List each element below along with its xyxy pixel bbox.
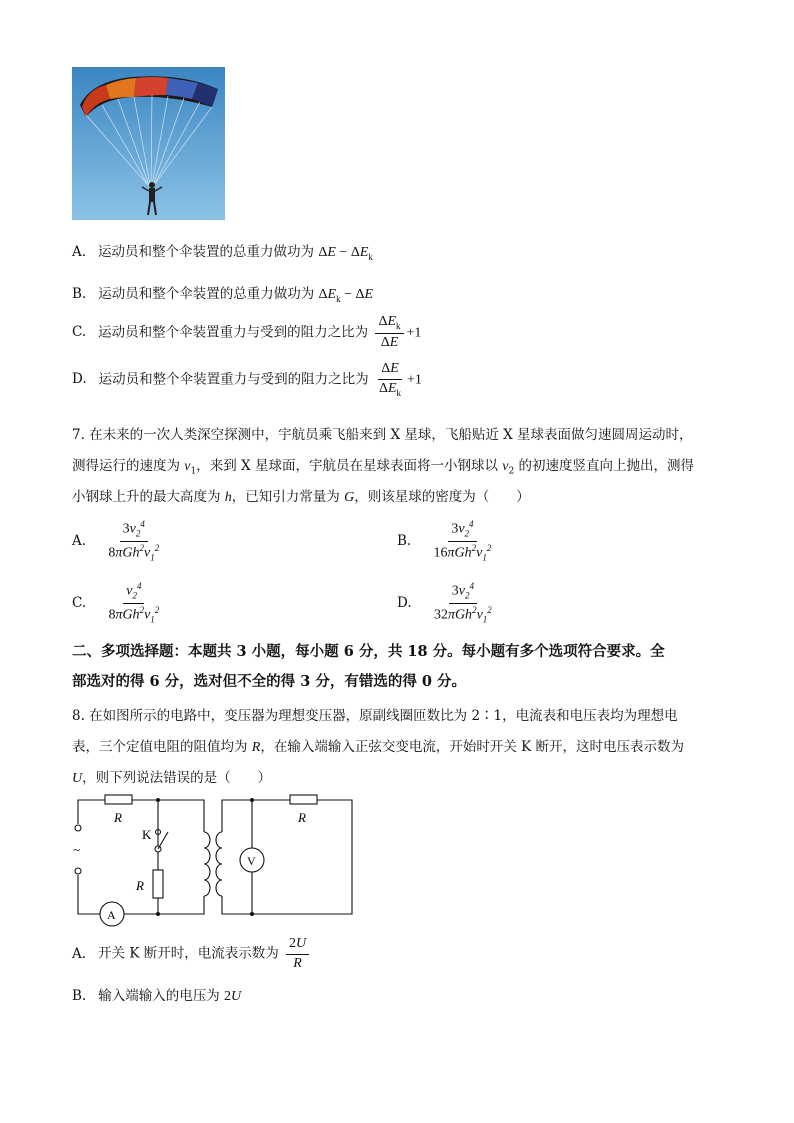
q7-option-b[interactable]: B. $\frac{3v_2^4}{16\pi Gh^2v_1^2}$ bbox=[397, 520, 497, 563]
fraction: $\frac{\Delta E}{\Delta E_k}$ bbox=[378, 361, 402, 398]
q7-option-c[interactable]: C. $\frac{v_2^4}{8\pi Gh^2v_1^2}$ bbox=[72, 582, 165, 625]
q8-stem-line1: 8. 在如图所示的电路中，变压器为理想变压器，原副线圈匝数比为 2∶1，电流表和电压表均为理想电 bbox=[72, 708, 678, 724]
ac-source-symbol: ~ bbox=[73, 842, 81, 857]
fraction: $\frac{2U}{R}$ bbox=[286, 937, 309, 971]
q6-option-d[interactable]: D. 运动员和整个伞装置重力与受到的阻力之比为 $\frac{\Delta E}{\Delta E_k}$ +1 bbox=[72, 361, 422, 398]
parachute-photo bbox=[72, 67, 225, 220]
q8-stem-line3: U，则下列说法错误的是（ ） bbox=[72, 770, 272, 786]
fraction: $\frac{3v_2^4}{8\pi Gh^2v_1^2}$ bbox=[108, 519, 160, 563]
q7-stem-line3: 小钢球上升的最大高度为 h，已知引力常量为 G，则该星球的密度为（ ） bbox=[72, 489, 530, 505]
q8-option-b[interactable]: B. 输入端输入的电压为 2U bbox=[72, 988, 242, 1004]
option-label: B. bbox=[72, 286, 87, 302]
q7-stem-line2: 测得运行的速度为 $v_1$，来到 X 星球面，宇航员在星球表面将一小钢球以 $v_2$ 的初速度竖直向上抛出，测得 bbox=[72, 458, 694, 477]
q8-option-a[interactable]: A. 开关 K 断开时，电流表示数为 $\frac{2U}{R}$ bbox=[72, 937, 312, 971]
label-k: K bbox=[142, 827, 152, 842]
circuit-diagram bbox=[72, 792, 356, 930]
option-text: 运动员和整个伞装置重力与受到的阻力之比为 bbox=[98, 371, 369, 388]
section-heading-line1: 二、多项选择题：本题共 3 小题，每小题 6 分，共 18 分。每小题有多个选项符合要求。全 bbox=[72, 643, 665, 660]
q6-option-c[interactable]: C. 运动员和整个伞装置重力与受到的阻力之比为 $\frac{\Delta E_k}{\Delta E}$ +1 bbox=[72, 314, 422, 351]
fraction: $\frac{3v_2^4}{16\pi Gh^2v_1^2}$ bbox=[433, 519, 492, 563]
fraction: $\frac{v_2^4}{8\pi Gh^2v_1^2}$ bbox=[108, 581, 160, 625]
option-label: A. bbox=[72, 244, 87, 260]
option-text: 运动员和整个伞装置重力与受到的阻力之比为 bbox=[98, 324, 369, 341]
option-label: C. bbox=[72, 324, 87, 341]
formula: $\Delta E - \Delta E_k$ bbox=[318, 245, 373, 262]
label-r1: R bbox=[114, 810, 122, 825]
fraction: $\frac{3v_2^4}{32\pi Gh^2v_1^2}$ bbox=[433, 581, 492, 625]
option-text: 运动员和整个伞装置的总重力做功为 bbox=[98, 286, 315, 302]
q8-stem-line2: 表，三个定值电阻的阻值均为 R，在输入端输入正弦交变电流，开始时开关 K 断开，这时电压表示数为 bbox=[72, 739, 685, 755]
q6-option-b[interactable] bbox=[72, 282, 373, 304]
q6-option-a[interactable] bbox=[72, 240, 373, 262]
q7-option-d[interactable]: D. $\frac{3v_2^4}{32\pi Gh^2v_1^2}$ bbox=[397, 582, 498, 625]
q7-stem-line1: 7. 在未来的一次人类深空探测中，宇航员乘飞船来到 X 星球，飞船贴近 X 星球表面做匀速圆周运动时， bbox=[72, 427, 693, 443]
option-text: 运动员和整个伞装置的总重力做功为 bbox=[98, 244, 315, 260]
q7-option-a[interactable]: A. $\frac{3v_2^4}{8\pi Gh^2v_1^2}$ bbox=[72, 520, 165, 563]
label-r2: R bbox=[136, 878, 144, 893]
ammeter-label: A bbox=[107, 908, 116, 922]
formula: $\Delta E_k - \Delta E$ bbox=[318, 287, 374, 304]
label-r3: R bbox=[298, 810, 306, 825]
option-label: D. bbox=[72, 371, 87, 388]
voltmeter-label: V bbox=[247, 854, 256, 868]
fraction: $\frac{\Delta E_k}{\Delta E}$ bbox=[375, 315, 403, 351]
section-heading-line2: 部选对的得 6 分，选对但不全的得 3 分，有错选的得 0 分。 bbox=[72, 673, 467, 690]
